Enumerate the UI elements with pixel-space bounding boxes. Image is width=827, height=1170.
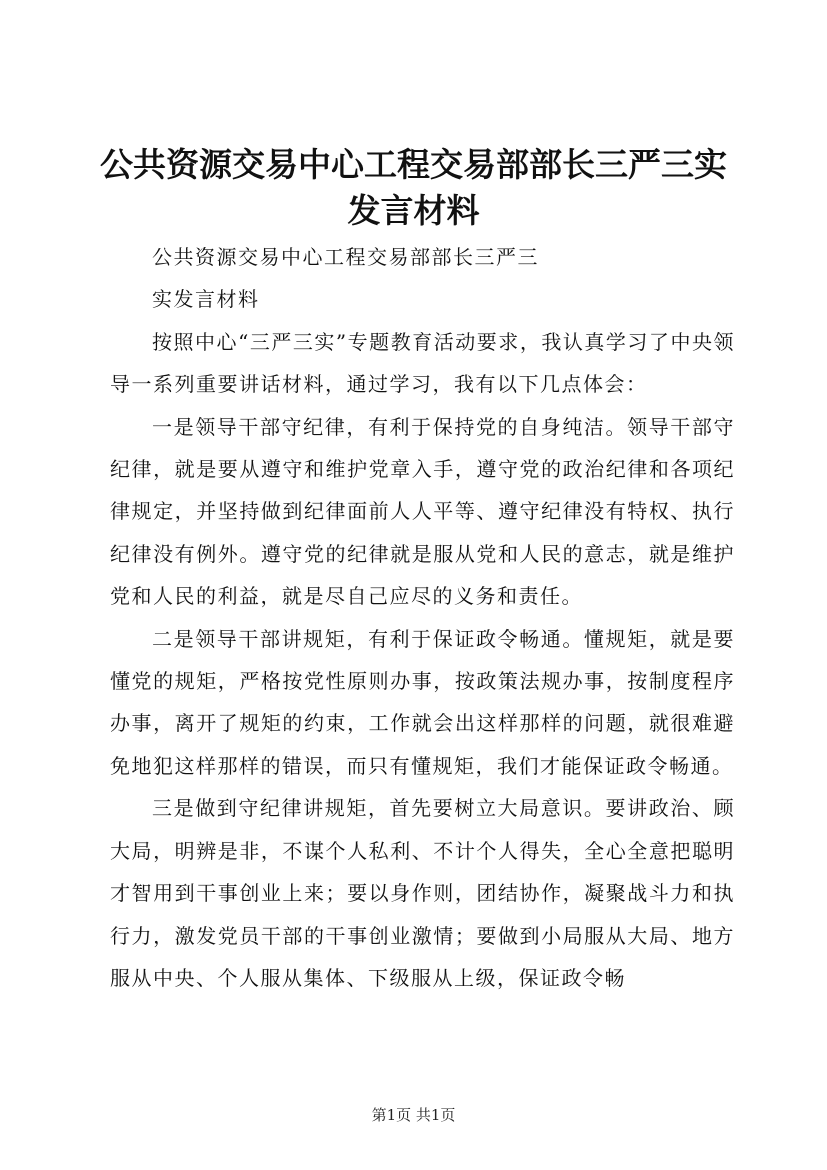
paragraph-point-3: 三是做到守纪律讲规矩，首先要树立大局意识。要讲政治、顾大局，明辨是非，不谋个人私利、不计个人得失，全心全意把聪明才智用到干事创业上来；要以身作则，团结协作，凝聚战斗力和执行力，激发党员干部的干事创业激情；要做到小局服从大局、地方服从中央、个人服从集体、下级服从上级，保证政令畅 [110,796,735,990]
document-body [110,236,735,999]
paragraph-point-1: 一是领导干部守纪律，有利于保持党的自身纯洁。领导干部守纪律，就是要从遵守和维护党章入手，遵守党的政治纪律和各项纪律规定，并坚持做到纪律面前人人平等、遵守纪律没有特权、执行纪律没有例外。遵守党的纪律就是服从党和人民的意志，就是维护党和人民的利益，就是尽自己应尽的义务和责任。 [110,414,735,609]
paragraph-intro: 按照中心“三严三实”专题教育活动要求，我认真学习了中央领导一系列重要讲话材料，通过学习，我有以下几点体会： [110,329,735,397]
page-number-footer: 第1页 共1页 [371,1106,456,1124]
subtitle-line-2: 实发言材料 [152,287,260,312]
document-title: 公共资源交易中心工程交易部部长三严三实发言材料 [100,145,727,230]
subtitle-line-1: 公共资源交易中心工程交易部部长三严三 [152,245,539,269]
paragraph-point-2: 二是领导干部讲规矩，有利于保证政令畅通。懂规矩，就是要懂党的规矩，严格按党性原则办事，按政策法规办事，按制度程序办事，离开了规矩的约束，工作就会出这样那样的问题，就很难避免地犯这样那样的错误，而只有懂规矩，我们才能保证政令畅通。 [110,626,735,778]
